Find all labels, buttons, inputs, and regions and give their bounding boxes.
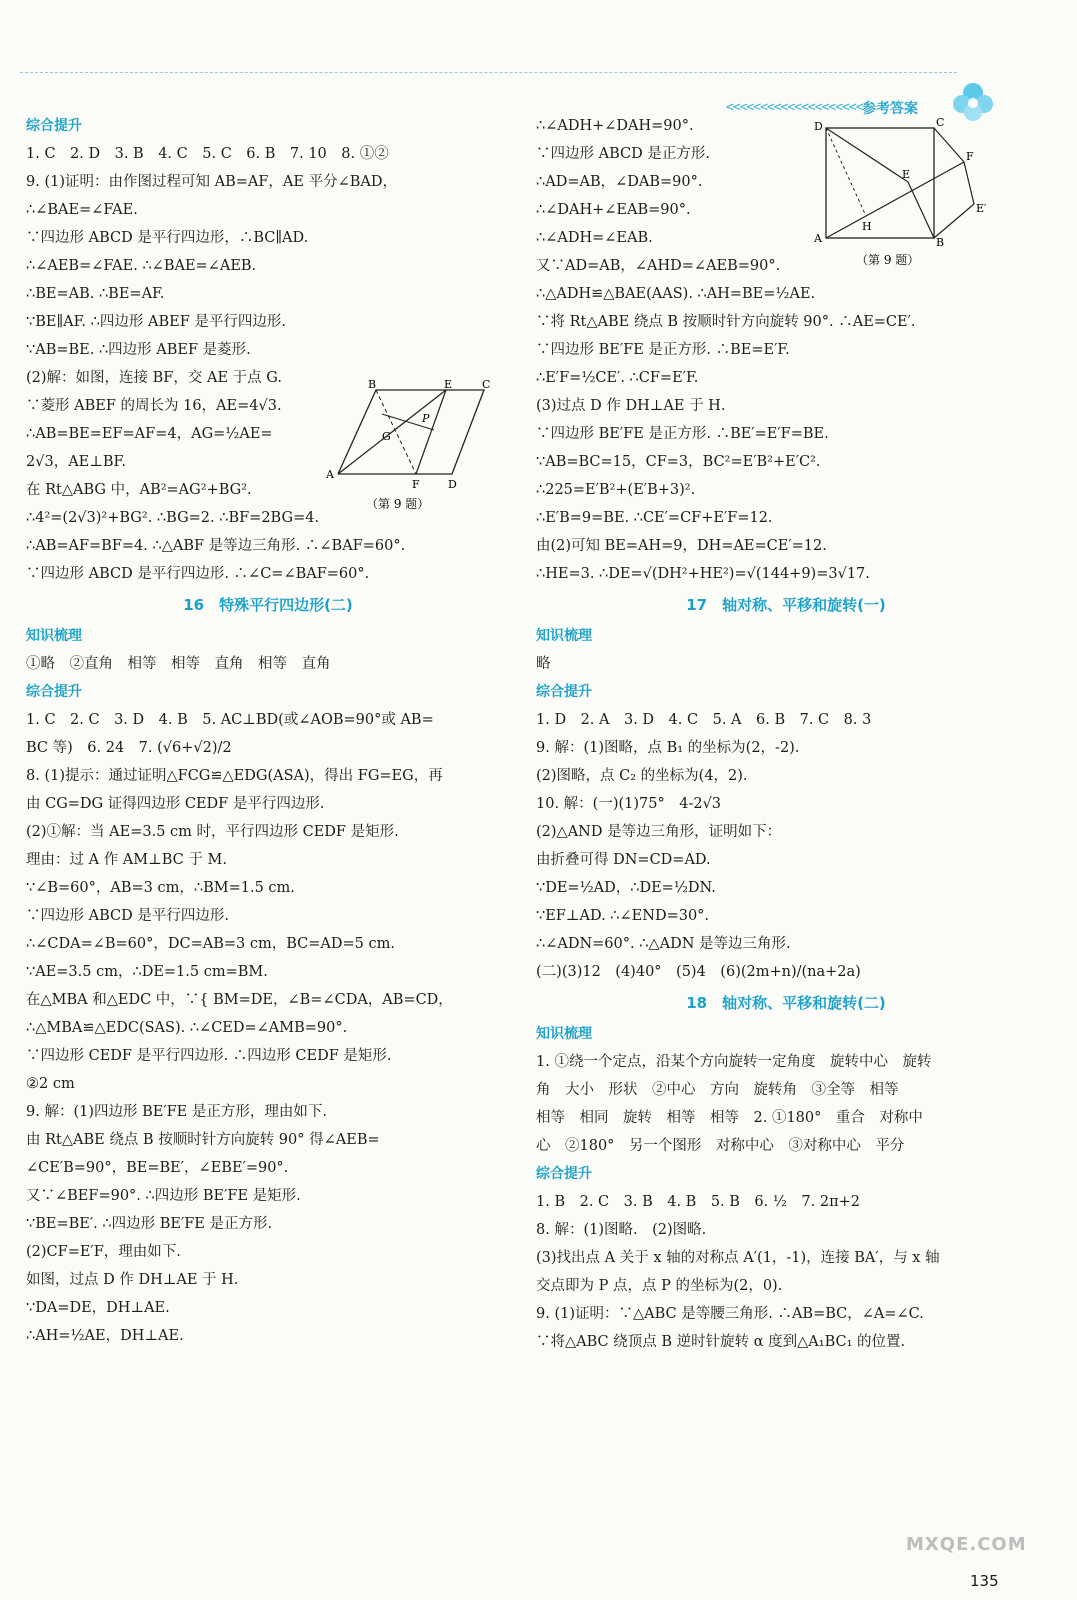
text-line: ∴△ADH≌△BAE(AAS). ∴AH=BE=½AE. bbox=[536, 286, 816, 302]
fig-left-label: F bbox=[412, 478, 420, 491]
text-line: 相等 相同 旋转 相等 相等 2. ①180° 重合 对称中 bbox=[536, 1110, 923, 1126]
text-line: ∵AE=3.5 cm，∴DE=1.5 cm=BM. bbox=[26, 964, 268, 980]
fig-left-label: G bbox=[382, 430, 391, 443]
text-line: 9. 解：(1)图略，点 B₁ 的坐标为(2，-2). bbox=[536, 740, 800, 756]
fig-left-label: D bbox=[448, 478, 457, 491]
text-line: 10. 解：(一)(1)75° 4-2√3 bbox=[536, 796, 722, 812]
header-rule bbox=[20, 72, 957, 73]
fig-left-label: B bbox=[368, 378, 377, 391]
text-line: ∵将 Rt△ABE 绕点 B 按顺时针方向旋转 90°. ∴AE=CE′. bbox=[536, 314, 916, 330]
text-line: ∵DE=½AD，∴DE=½DN. bbox=[536, 880, 716, 896]
page-number: 135 bbox=[970, 1572, 999, 1590]
text-line: ∴E′F=½CE′. ∴CF=E′F. bbox=[536, 370, 699, 386]
figure-9-square bbox=[812, 112, 992, 270]
text-line: ∴HE=3. ∴DE=√(DH²+HE²)=√(144+9)=3√17. bbox=[536, 566, 870, 582]
text-line: (2)△AND 是等边三角形，证明如下： bbox=[536, 824, 782, 840]
text-line: 由(2)可知 BE=AH=9，DH=AE=CE′=12. bbox=[536, 538, 827, 554]
text-line: 9. (1)证明：∵△ABC 是等腰三角形. ∴AB=BC，∠A=∠C. bbox=[536, 1306, 924, 1322]
text-line: 1. ①绕一个定点，沿某个方向旋转一定角度 旋转中心 旋转 bbox=[536, 1054, 932, 1070]
fig-left-label: C bbox=[482, 378, 491, 391]
text-line: ∵四边形 BE′FE 是正方形. ∴BE′=E′F=BE. bbox=[536, 426, 829, 442]
text-line: ∴∠ADH=∠EAB. bbox=[536, 230, 653, 246]
right-column bbox=[536, 112, 1036, 1356]
text-line: ①略 ②直角 相等 相等 直角 相等 直角 bbox=[26, 656, 331, 672]
fig-left-label: P bbox=[422, 412, 430, 425]
fig-right-label: A bbox=[814, 232, 822, 245]
text-line: ∵∠B=60°，AB=3 cm，∴BM=1.5 cm. bbox=[26, 880, 295, 896]
watermark: MXQE.COM bbox=[906, 1534, 1027, 1555]
text-line: (2)解：如图，连接 BF，交 AE 于点 G. bbox=[26, 370, 282, 386]
text-line: 2√3，AE⊥BF. bbox=[26, 454, 126, 470]
text-line: 9. 解：(1)四边形 BE′FE 是正方形，理由如下. bbox=[26, 1104, 327, 1120]
fig-right-label: E bbox=[902, 168, 911, 181]
text-line: ∵DA=DE，DH⊥AE. bbox=[26, 1300, 170, 1316]
text-line: ∵AB=BC=15，CF=3，BC²=E′B²+E′C². bbox=[536, 454, 821, 470]
section-heading: 综合提升 bbox=[26, 118, 82, 134]
text-line: ∴BE=AB. ∴BE=AF. bbox=[26, 286, 165, 302]
text-line: 角 大小 形状 ②中心 方向 旋转角 ③全等 相等 bbox=[536, 1082, 899, 1098]
section-heading: 综合提升 bbox=[26, 684, 82, 700]
text-line: 心 ②180° 另一个图形 对称中心 ③对称中心 平分 bbox=[536, 1138, 905, 1154]
text-line: ∵菱形 ABEF 的周长为 16，AE=4√3. bbox=[26, 398, 282, 414]
text-line: ∠CE′B=90°，BE=BE′，∠EBE′=90°. bbox=[26, 1160, 289, 1176]
text-line: ∴AD=AB，∠DAB=90°. bbox=[536, 174, 703, 190]
figure-9-parallelogram bbox=[322, 378, 500, 512]
text-line: ∴E′B=9=BE. ∴CE′=CF+E′F=12. bbox=[536, 510, 773, 526]
text-line: 1. C 2. C 3. D 4. B 5. AC⊥BD(或∠AOB=90°或 AB= bbox=[26, 712, 434, 728]
text-line: (2)①解：当 AE=3.5 cm 时，平行四边形 CEDF 是矩形. bbox=[26, 824, 399, 840]
chapter-title: 16 特殊平行四边形(二) bbox=[183, 596, 353, 614]
text-line: ∵AB=BE. ∴四边形 ABEF 是菱形. bbox=[26, 342, 251, 358]
text-line: (二)(3)12 (4)40° (5)4 (6)(2m+n)/(na+2a) bbox=[536, 964, 861, 980]
text-line: (2)CF=E′F，理由如下. bbox=[26, 1244, 181, 1260]
text-line: ∵四边形 ABCD 是正方形. bbox=[536, 146, 710, 162]
figure-caption: （第 9 题） bbox=[856, 253, 920, 267]
text-line: ∵四边形 ABCD 是平行四边形，∴BC∥AD. bbox=[26, 230, 309, 246]
section-heading: 知识梳理 bbox=[26, 628, 82, 644]
text-line: ∴AB=BE=EF=AF=4，AG=½AE= bbox=[26, 426, 273, 442]
text-line: 1. D 2. A 3. D 4. C 5. A 6. B 7. C 8. 3 bbox=[536, 712, 872, 728]
fig-left-label: E bbox=[444, 378, 453, 391]
text-line: 9. (1)证明：由作图过程可知 AB=AF，AE 平分∠BAD， bbox=[26, 174, 397, 190]
fig-right-label: E′ bbox=[976, 202, 987, 215]
text-line: ∴∠ADN=60°. ∴△ADN 是等边三角形. bbox=[536, 936, 791, 952]
text-line: ∴AB=AF=BF=4. ∴△ABF 是等边三角形. ∴∠BAF=60°. bbox=[26, 538, 406, 554]
text-line: 由 CG=DG 证得四边形 CEDF 是平行四边形. bbox=[26, 796, 325, 812]
text-line: ∵BE∥AF. ∴四边形 ABEF 是平行四边形. bbox=[26, 314, 286, 330]
chapter-title: 17 轴对称、平移和旋转(一) bbox=[686, 596, 886, 614]
text-line: ∴△MBA≌△EDC(SAS). ∴∠CED=∠AMB=90°. bbox=[26, 1020, 348, 1036]
figure-caption: （第 9 题） bbox=[366, 497, 430, 511]
header-arrows: <<<<<<<<<<<<<<<<<<<< bbox=[726, 100, 863, 115]
fig-right-label: F bbox=[966, 150, 974, 163]
text-line: ∴∠CDA=∠B=60°，DC=AB=3 cm，BC=AD=5 cm. bbox=[26, 936, 395, 952]
text-line: ∵BE=BE′. ∴四边形 BE′FE 是正方形. bbox=[26, 1216, 273, 1232]
text-line: ∴AH=½AE，DH⊥AE. bbox=[26, 1328, 184, 1344]
section-heading: 知识梳理 bbox=[536, 628, 592, 644]
chapter-title: 18 轴对称、平移和旋转(二) bbox=[686, 994, 886, 1012]
fig-right-label: D bbox=[814, 120, 823, 133]
text-line: ∴4²=(2√3)²+BG². ∴BG=2. ∴BF=2BG=4. bbox=[26, 510, 320, 526]
text-line: ∵四边形 CEDF 是平行四边形. ∴四边形 CEDF 是矩形. bbox=[26, 1048, 392, 1064]
text-line: ∵四边形 ABCD 是平行四边形. ∴∠C=∠BAF=60°. bbox=[26, 566, 370, 582]
text-line: ∵四边形 ABCD 是平行四边形. bbox=[26, 908, 229, 924]
fig-right-label: H bbox=[862, 220, 872, 233]
section-heading: 综合提升 bbox=[536, 684, 592, 700]
fig-right-label: B bbox=[936, 236, 945, 249]
left-column bbox=[26, 112, 510, 1350]
text-line: (3)找出点 A 关于 x 轴的对称点 A′(1，-1)，连接 BA′，与 x 轴 bbox=[536, 1250, 940, 1266]
text-line: ∵EF⊥AD. ∴∠END=30°. bbox=[536, 908, 710, 924]
text-line: ∵四边形 BE′FE 是正方形. ∴BE=E′F. bbox=[536, 342, 790, 358]
header-brand: 参考答案 bbox=[862, 101, 918, 117]
section-heading: 知识梳理 bbox=[536, 1026, 592, 1042]
text-line: ∴∠ADH+∠DAH=90°. bbox=[536, 118, 694, 134]
text-line: 8. 解：(1)图略. (2)图略. bbox=[536, 1222, 707, 1238]
text-line: BC 等) 6. 24 7. (√6+√2)/2 bbox=[26, 740, 232, 756]
text-line: 由折叠可得 DN=CD=AD. bbox=[536, 852, 711, 868]
text-line: 在△MBA 和△EDC 中，∵{ BM=DE，∠B=∠CDA，AB=CD， bbox=[26, 992, 453, 1008]
text-line: 理由：过 A 作 AM⊥BC 于 M. bbox=[26, 852, 227, 868]
text-line: 1. B 2. C 3. B 4. B 5. B 6. ½ 7. 2π+2 bbox=[536, 1194, 861, 1210]
text-line: 又∵∠BEF=90°. ∴四边形 BE′FE 是矩形. bbox=[26, 1188, 301, 1204]
fig-left-label: A bbox=[326, 468, 334, 481]
page-header bbox=[0, 36, 1077, 117]
text-line: ∴∠AEB=∠FAE. ∴∠BAE=∠AEB. bbox=[26, 258, 257, 274]
text-line: ∴∠DAH+∠EAB=90°. bbox=[536, 202, 691, 218]
text-line: (2)图略，点 C₂ 的坐标为(4，2). bbox=[536, 768, 748, 784]
text-line: (3)过点 D 作 DH⊥AE 于 H. bbox=[536, 398, 726, 414]
text-line: 在 Rt△ABG 中，AB²=AG²+BG². bbox=[26, 482, 252, 498]
text-line: 交点即为 P 点，点 P 的坐标为(2，0). bbox=[536, 1278, 783, 1294]
text-line: ∴∠BAE=∠FAE. bbox=[26, 202, 138, 218]
text-line: 略 bbox=[536, 656, 551, 672]
text-line: ②2 cm bbox=[26, 1076, 75, 1092]
text-line: ∵将△ABC 绕顶点 B 逆时针旋转 α 度到△A₁BC₁ 的位置. bbox=[536, 1334, 906, 1350]
fig-right-label: C bbox=[936, 116, 945, 129]
text-line: ∴225=E′B²+(E′B+3)². bbox=[536, 482, 696, 498]
text-line: 8. (1)提示：通过证明△FCG≌△EDG(ASA)，得出 FG=EG，再 bbox=[26, 768, 443, 784]
text-line: 如图，过点 D 作 DH⊥AE 于 H. bbox=[26, 1272, 239, 1288]
text-line: 又∵AD=AB，∠AHD=∠AEB=90°. bbox=[536, 258, 781, 274]
text-line: 1. C 2. D 3. B 4. C 5. C 6. B 7. 10 8. ①② bbox=[26, 146, 389, 162]
text-line: 由 Rt△ABE 绕点 B 按顺时针方向旋转 90° 得∠AEB= bbox=[26, 1132, 380, 1148]
section-heading: 综合提升 bbox=[536, 1166, 592, 1182]
